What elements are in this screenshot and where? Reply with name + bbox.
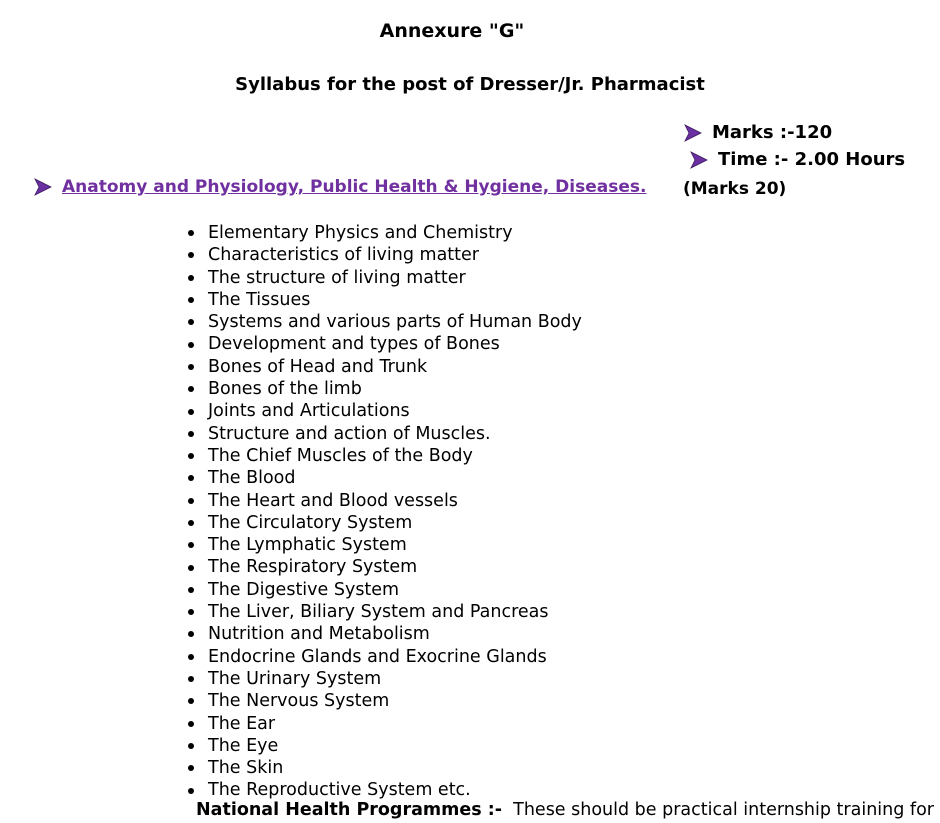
bullet-icon <box>188 386 194 392</box>
list-item <box>188 423 582 445</box>
list-item-text: Elementary Physics and Chemistry <box>208 223 513 243</box>
bullet-icon <box>188 698 194 704</box>
list-item <box>188 467 582 489</box>
list-item <box>188 356 582 378</box>
list-item <box>188 646 582 668</box>
bullet-icon <box>188 565 194 571</box>
list-item-text: Structure and action of Muscles. <box>208 423 491 444</box>
bullet-icon <box>188 542 194 548</box>
list-item <box>188 333 582 355</box>
list-item-text: Development and types of Bones <box>208 334 500 355</box>
list-item <box>188 735 582 757</box>
list-item-text: The Eye <box>208 735 279 756</box>
list-item <box>188 668 582 690</box>
list-item-text: Systems and various parts of Human Body <box>208 312 582 333</box>
syllabus-title: Syllabus for the post of Dresser/Jr. Pharmacist <box>235 74 705 95</box>
nhp-line <box>196 800 934 820</box>
arrow-icon <box>684 124 702 142</box>
list-item <box>188 556 582 578</box>
bullet-icon <box>188 587 194 593</box>
bullet-icon <box>188 765 194 771</box>
list-item <box>188 490 582 512</box>
bullet-icon <box>188 252 194 258</box>
list-item <box>188 400 582 422</box>
bullet-icon <box>188 654 194 660</box>
time-line <box>690 149 905 170</box>
list-item-text: The Ear <box>208 713 276 734</box>
bullet-icon <box>188 743 194 749</box>
list-item <box>188 690 582 712</box>
nhp-text: These should be practical internship training for <box>513 800 934 820</box>
list-item-text: The structure of living matter <box>208 267 466 288</box>
list-item <box>188 311 582 333</box>
list-item <box>188 579 582 601</box>
section-heading <box>34 177 646 197</box>
list-item-text: The Circulatory System <box>208 512 413 533</box>
list-item-text: Endocrine Glands and Exocrine Glands <box>208 646 547 667</box>
list-item-text: The Chief Muscles of the Body <box>208 445 473 466</box>
bullet-icon <box>188 275 194 281</box>
list-item <box>188 512 582 534</box>
bullet-icon <box>188 431 194 437</box>
arrow-icon <box>34 178 52 196</box>
list-item <box>188 289 582 311</box>
list-item-text: The Lymphatic System <box>208 535 407 556</box>
list-item <box>188 779 582 801</box>
list-item-text: The Blood <box>208 468 296 489</box>
bullet-icon <box>188 364 194 370</box>
list-item-text: Joints and Articulations <box>208 401 410 422</box>
nhp-label: National Health Programmes :- <box>196 800 502 820</box>
bullet-icon <box>188 520 194 526</box>
bullet-icon <box>188 676 194 682</box>
list-item <box>188 713 582 735</box>
list-item <box>188 244 582 266</box>
bullet-icon <box>188 453 194 459</box>
list-item-text: The Tissues <box>208 289 311 310</box>
bullet-icon <box>188 609 194 615</box>
section-marks: (Marks 20) <box>683 179 787 199</box>
bullet-icon <box>188 721 194 727</box>
list-item-text: Bones of the limb <box>208 379 362 400</box>
bullet-icon <box>188 788 194 794</box>
list-item-text: The Respiratory System <box>208 557 418 578</box>
list-item-text: Nutrition and Metabolism <box>208 624 430 645</box>
list-item <box>188 757 582 779</box>
list-item-text: The Reproductive System etc. <box>208 780 471 801</box>
list-item-text: Bones of Head and Trunk <box>208 356 428 377</box>
arrow-icon <box>690 151 708 169</box>
annexure-title: Annexure "G" <box>379 20 525 42</box>
bullet-icon <box>188 297 194 303</box>
bullet-icon <box>188 498 194 504</box>
section-title: Anatomy and Physiology, Public Health & Hygiene, Diseases. <box>62 177 647 197</box>
list-item-text: Characteristics of living matter <box>208 245 479 266</box>
time-value: Time :- 2.00 Hours <box>718 149 906 170</box>
list-item-text: The Heart and Blood vessels <box>208 490 458 511</box>
bullet-icon <box>188 230 194 236</box>
list-item-text: The Liver, Biliary System and Pancreas <box>208 602 549 623</box>
list-item-text: The Digestive System <box>208 579 400 600</box>
bullet-icon <box>188 409 194 415</box>
list-item <box>188 378 582 400</box>
topic-list <box>188 222 582 802</box>
marks-line <box>684 122 832 143</box>
list-item-text: The Nervous System <box>208 691 390 712</box>
list-item <box>188 534 582 556</box>
bullet-icon <box>188 319 194 325</box>
marks-total: Marks :-120 <box>712 122 833 143</box>
list-item-text: The Skin <box>208 758 284 779</box>
list-item <box>188 222 582 244</box>
list-item-text: The Urinary System <box>208 668 382 689</box>
list-item <box>188 445 582 467</box>
bullet-icon <box>188 475 194 481</box>
bullet-icon <box>188 631 194 637</box>
bullet-icon <box>188 342 194 348</box>
list-item <box>188 601 582 623</box>
list-item <box>188 623 582 645</box>
list-item <box>188 267 582 289</box>
